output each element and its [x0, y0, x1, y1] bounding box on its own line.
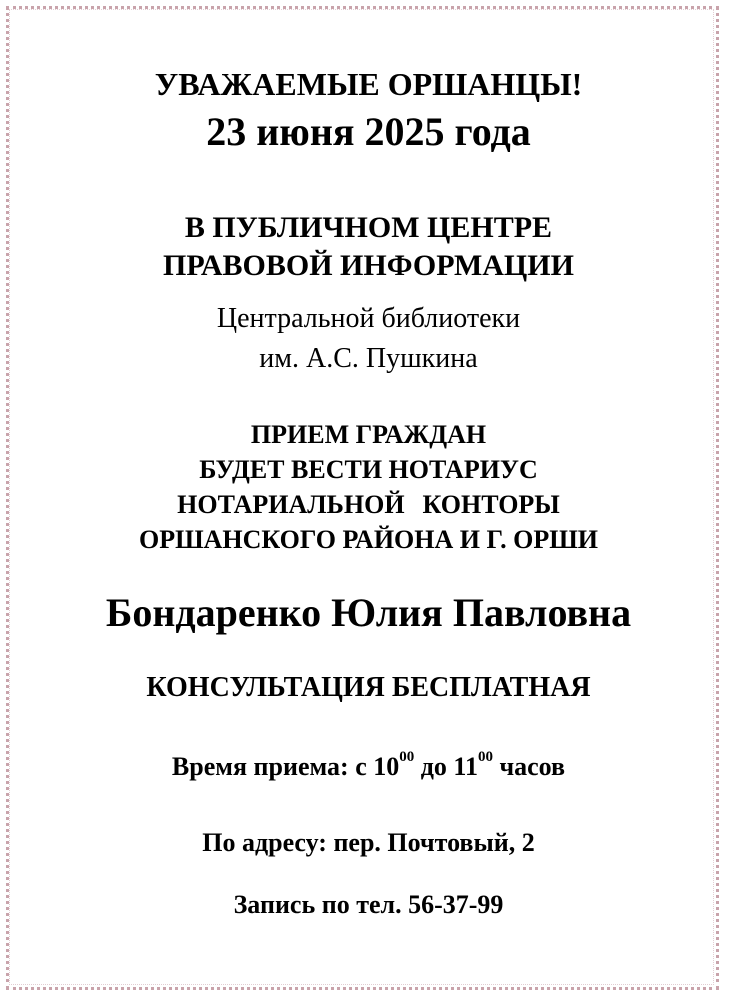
event-date: 23 июня 2025 года [206, 109, 531, 154]
reception-line3 [20, 492, 717, 518]
reception-line1: ПРИЕМ ГРАЖДАН [250, 420, 487, 449]
time-middle: до 11 [414, 752, 478, 781]
greeting-heading: УВАЖАЕМЫЕ ОРШАНЦЫ! [154, 66, 583, 102]
phone-line: Запись по тел. 56-37-99 [233, 890, 504, 919]
time-from-minutes: 00 [399, 749, 415, 765]
time-prefix: Время приема: с 10 [171, 752, 400, 781]
center-title-line1: В ПУБЛИЧНОМ ЦЕНТРЕ [184, 211, 553, 244]
time-suffix: часов [492, 752, 566, 781]
reception-line3-part2: КОНТОРЫ [422, 490, 560, 519]
library-line1: Центральной библиотеки [216, 303, 521, 334]
address-line: По адресу: пер. Почтовый, 2 [202, 828, 535, 857]
reception-line2: БУДЕТ ВЕСТИ НОТАРИУС [199, 455, 538, 484]
time-to-minutes: 00 [477, 749, 493, 765]
notary-name: Бондаренко Юлия Павловна [105, 590, 632, 635]
reception-line3-part1: НОТАРИАЛЬНОЙ [177, 490, 405, 519]
center-title-line2: ПРАВОВОЙ ИНФОРМАЦИИ [163, 249, 574, 282]
library-line2: им. А.С. Пушкина [259, 343, 478, 374]
reception-line4: ОРШАНСКОГО РАЙОНА И Г. ОРШИ [139, 525, 598, 554]
consultation-note: КОНСУЛЬТАЦИЯ БЕСПЛАТНАЯ [146, 672, 591, 703]
reception-time [20, 749, 717, 781]
